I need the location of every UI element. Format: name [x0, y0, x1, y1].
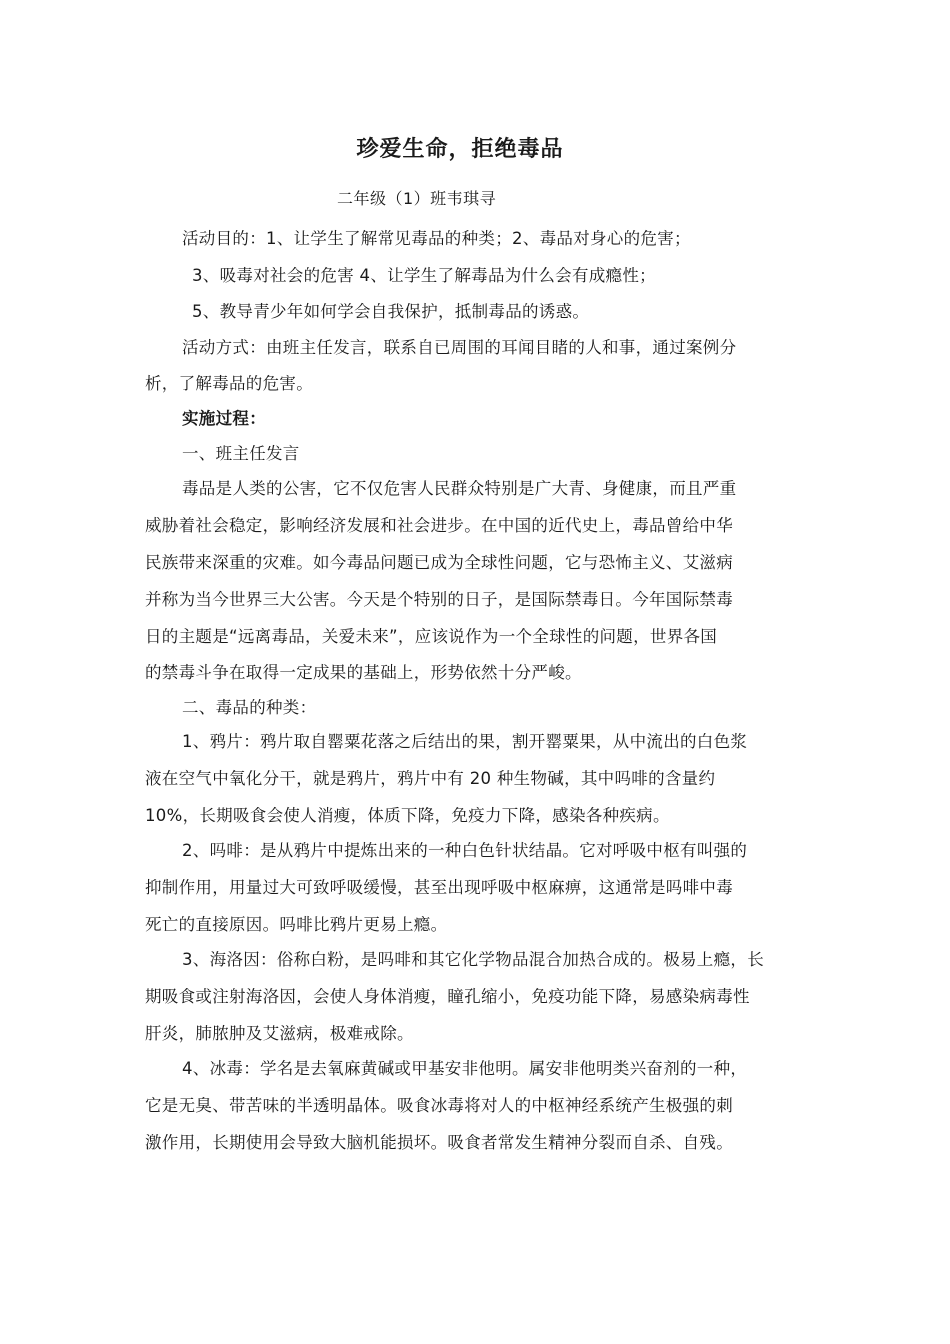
paragraph-line: 10%，长期吸食会使人消瘦，体质下降，免疫力下降，感染各种疾病。: [145, 806, 670, 825]
paragraph-line: 威胁着社会稳定，影响经济发展和社会进步。在中国的近代史上，毒品曾给中华: [145, 516, 733, 535]
paragraph-line: 激作用，长期使用会导致大脑机能损坏。吸食者常发生精神分裂而自杀、自残。: [145, 1133, 733, 1152]
section-2-heading: 二、毒品的种类：: [182, 698, 317, 717]
paragraph-line: 的禁毒斗争在取得一定成果的基础上，形势依然十分严峻。: [145, 663, 582, 682]
paragraph-line: 它是无臭、带苦味的半透明晶体。吸食冰毒将对人的中枢神经系统产生极强的刺: [145, 1096, 733, 1115]
paragraph-line: 抑制作用，用量过大可致呼吸缓慢，甚至出现呼吸中枢麻痹，这通常是吗啡中毒: [145, 878, 733, 897]
section-1-heading: 一、班主任发言: [182, 444, 300, 463]
purpose-line-3: 5、教导青少年如何学会自我保护，抵制毒品的诱惑。: [192, 302, 590, 321]
paragraph-line: 毒品是人类的公害，它不仅危害人民群众特别是广大青、身健康，而且严重: [182, 479, 737, 498]
method-line-2: 析，了解毒品的危害。: [145, 374, 313, 393]
purpose-line-1: 活动目的：1、让学生了解常见毒品的种类；2、毒品对身心的危害；: [182, 229, 691, 248]
paragraph-line: 民族带来深重的灾难。如今毒品问题已成为全球性问题，它与恐怖主义、艾滋病: [145, 553, 733, 572]
paragraph-line: 3、海洛因：俗称白粉，是吗啡和其它化学物品混合加热合成的。极易上瘾，长: [182, 950, 764, 969]
process-heading: 实施过程：: [182, 409, 266, 428]
paragraph-line: 死亡的直接原因。吗啡比鸦片更易上瘾。: [145, 915, 448, 934]
paragraph-line: 4、冰毒：学名是去氧麻黄碱或甲基安非他明。属安非他明类兴奋剂的一种，: [182, 1059, 748, 1078]
paragraph-line: 并称为当今世界三大公害。今天是个特别的日子，是国际禁毒日。今年国际禁毒: [145, 590, 733, 609]
paragraph-line: 日的主题是“远离毒品，关爱未来”，应该说作为一个全球性的问题，世界各国: [145, 627, 718, 646]
paragraph-line: 2、吗啡：是从鸦片中提炼出来的一种白色针状结晶。它对呼吸中枢有叫强的: [182, 841, 748, 860]
document-title: 珍爱生命，拒绝毒品: [356, 137, 564, 162]
paragraph-line: 期吸食或注射海洛因，会使人身体消瘦，瞳孔缩小，免疫功能下降，易感染病毒性: [145, 987, 750, 1006]
document-subtitle: 二年级（1）班韦琪寻: [337, 189, 497, 208]
purpose-line-2: 3、吸毒对社会的危害 4、让学生了解毒品为什么会有成瘾性；: [192, 266, 656, 285]
paragraph-line: 肝炎，肺脓肿及艾滋病，极难戒除。: [145, 1024, 414, 1043]
paragraph-line: 液在空气中氧化分干，就是鸦片，鸦片中有 20 种生物碱，其中吗啡的含量约: [145, 769, 716, 788]
method-line-1: 活动方式：由班主任发言，联系自已周围的耳闻目睹的人和事，通过案例分: [182, 338, 737, 357]
paragraph-line: 1、鸦片：鸦片取自罂粟花落之后结出的果，割开罂粟果，从中流出的白色浆: [182, 732, 748, 751]
